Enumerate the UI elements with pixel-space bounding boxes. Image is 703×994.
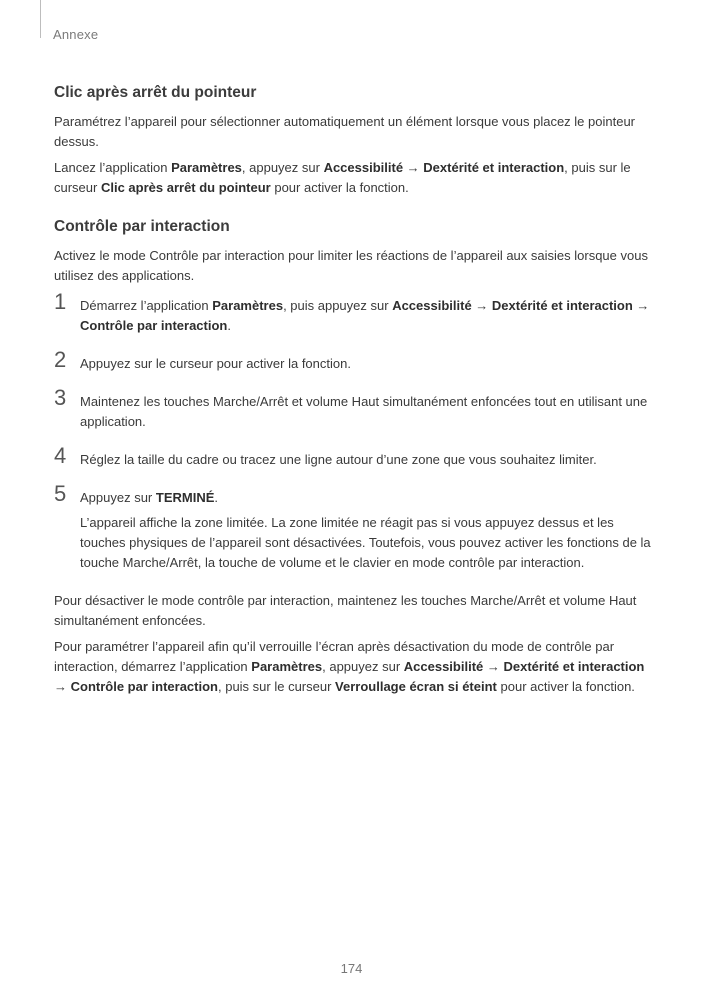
section-title-interaction-control: Contrôle par interaction bbox=[54, 218, 230, 235]
ui-term: Accessibilité bbox=[403, 659, 484, 674]
ui-term: Clic après arrêt du pointeur bbox=[100, 180, 271, 195]
page-content bbox=[54, 84, 654, 703]
section-paragraph: Pour désactiver le mode contrôle par interaction, maintenez les touches Marche/Arrêt et volume Haut simultanément enfoncées. bbox=[54, 593, 637, 628]
step-item bbox=[54, 443, 654, 470]
step-number: 2 bbox=[54, 347, 67, 372]
ui-term: Paramètres bbox=[171, 160, 242, 175]
ui-term: Verroullage écran si éteint bbox=[335, 679, 497, 694]
step-text: Réglez la taille du cadre ou tracez une ligne autour d’une zone que vous souhaitez limiter. bbox=[80, 452, 597, 467]
ui-term: Dextérité et interaction bbox=[423, 160, 565, 175]
section-instruction: Lancez l’application Paramètres, appuyez sur Accessibilité → Dextérité et interaction, puis sur le curseur Clic après arrêt du pointeur pour activer la fonction. bbox=[54, 160, 631, 195]
step-note: L’appareil affiche la zone limitée. La zone limitée ne réagit pas si vous appuyez dessus et les touches physiques de l’appareil sont désactivées. Toutefois, vous pouvez activer les fonctions de la touche Marche/Arrêt, la touche de volume et le clavier en mode contrôle par interaction. bbox=[80, 515, 651, 570]
step-item bbox=[54, 385, 654, 432]
header-rule bbox=[40, 0, 41, 38]
step-item bbox=[54, 347, 654, 374]
ui-term: Contrôle par interaction bbox=[70, 679, 218, 694]
ui-term: Dextérité et interaction bbox=[491, 298, 633, 313]
step-item bbox=[54, 289, 654, 336]
step-item bbox=[54, 481, 654, 573]
step-text: Démarrez l’application Paramètres, puis appuyez sur Accessibilité → Dextérité et interaction → Contrôle par interaction. bbox=[80, 298, 650, 333]
ui-term: Accessibilité bbox=[323, 160, 404, 175]
section-paragraph: Activez le mode Contrôle par interaction pour limiter les réactions de l’appareil aux saisies lorsque vous utilisez des applications. bbox=[54, 248, 648, 283]
step-text: Appuyez sur le curseur pour activer la fonction. bbox=[80, 356, 351, 371]
ui-term: Paramètres bbox=[212, 298, 284, 313]
step-text: Appuyez sur TERMINÉ. bbox=[80, 490, 218, 505]
page-number: 174 bbox=[340, 961, 363, 976]
step-number: 3 bbox=[54, 385, 67, 410]
ui-term: TERMINÉ bbox=[155, 490, 215, 505]
section-title-pointer-click: Clic après arrêt du pointeur bbox=[54, 84, 257, 101]
ui-term: Paramètres bbox=[251, 659, 323, 674]
ui-term: Dextérité et interaction bbox=[503, 659, 645, 674]
ui-term: Contrôle par interaction bbox=[80, 318, 228, 333]
step-text: Maintenez les touches Marche/Arrêt et volume Haut simultanément enfoncées tout en utilisant une application. bbox=[80, 394, 648, 429]
step-number: 1 bbox=[54, 289, 67, 314]
step-list bbox=[54, 289, 654, 573]
step-number: 5 bbox=[54, 481, 67, 506]
section-paragraph: Paramétrez l’appareil pour sélectionner automatiquement un élément lorsque vous placez le pointeur dessus. bbox=[54, 114, 636, 149]
ui-term: Accessibilité bbox=[392, 298, 472, 313]
running-head: Annexe bbox=[53, 27, 99, 42]
section-instruction: Pour paramétrer l’appareil afin qu’il verrouille l’écran après désactivation du mode de contrôle par interaction, démarrez l’application Paramètres, appuyez sur Accessibilité → Dextérité et interaction → Contrôle par interaction, puis sur le curseur Verroullage écran si éteint pour activer la fonction. bbox=[54, 639, 645, 694]
step-number: 4 bbox=[54, 443, 67, 468]
